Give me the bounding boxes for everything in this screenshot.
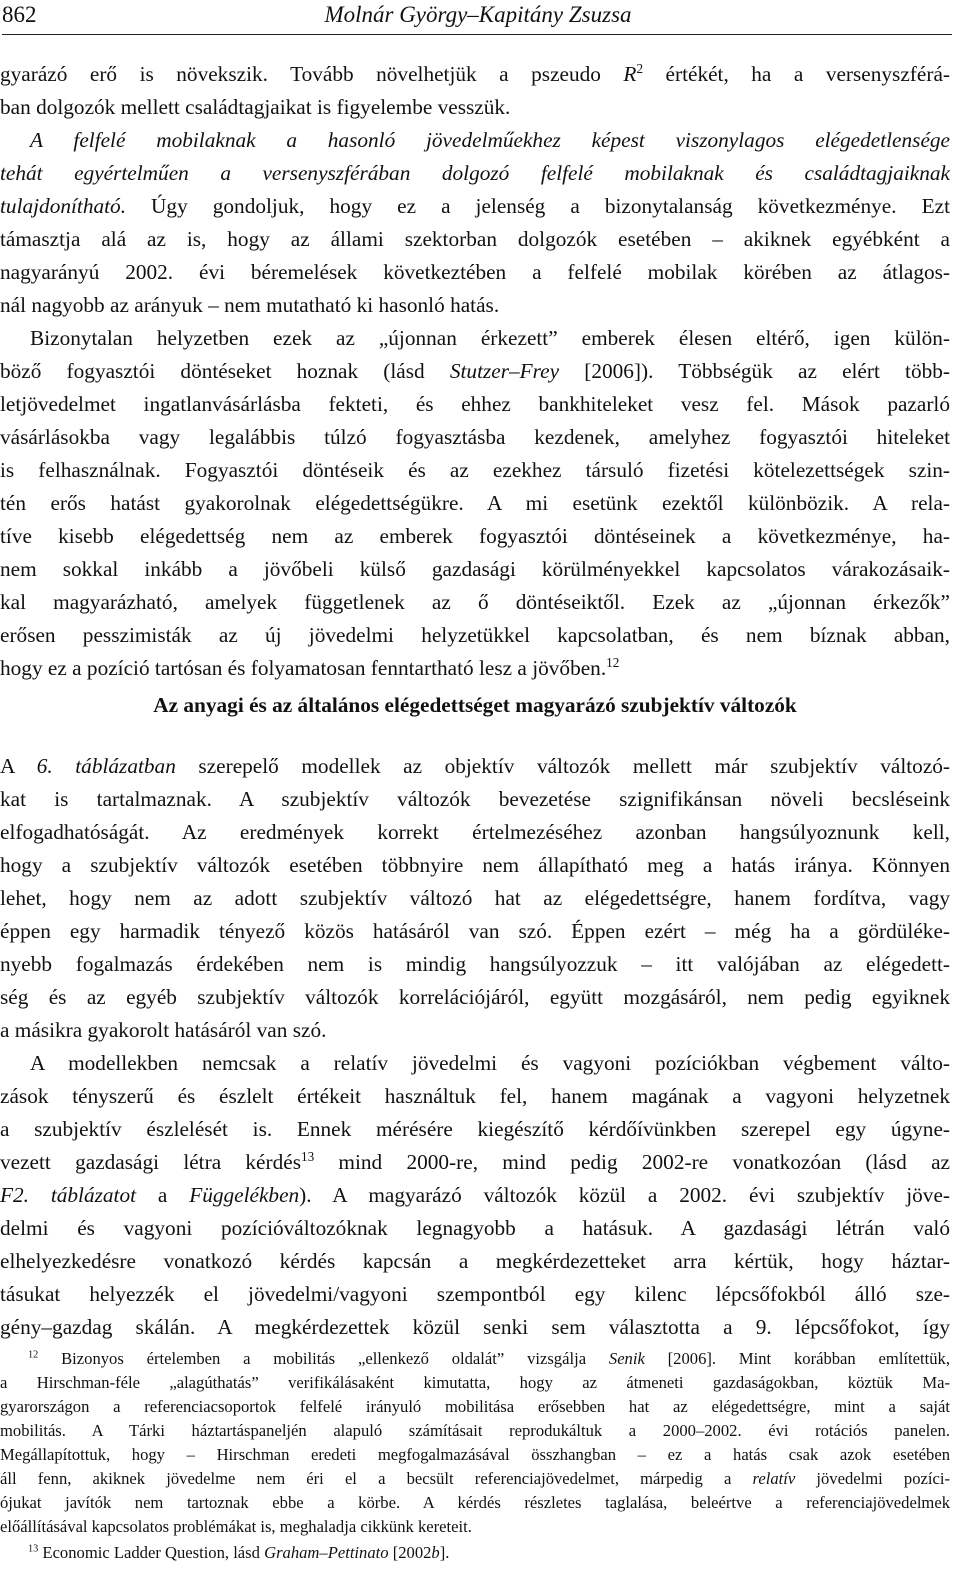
text-line: nál nagyobb az arányuk – nem mutatható ki hasonló hatás. [0, 293, 500, 317]
running-header [2, 0, 952, 35]
footnote-line: mobilitás. A Tárki háztartáspaneljén alapuló számításait reprodukáltuk a 2000–2002. évi rotációs panelen. [0, 1421, 950, 1440]
footnote-line: a Hirschman-féle „alagúthatás” verifikálásaként kimutatta, hogy az átmeneti gazdaságokban, köztük Ma- [0, 1373, 950, 1392]
text-line: nem sokkal inkább a jövőbeli külső gazdasági körülményekkel kapcsolatos várakozásaik- [0, 557, 950, 581]
text-line: Bizonytalan helyzetben ezek az „újonnan érkezett” emberek élesen eltérő, igen külön- [30, 326, 950, 350]
text-line: tíve kisebb elégedettség nem az emberek fogyasztói döntéseinek a következménye, ha- [0, 524, 950, 548]
text-line: vásárlásokba vagy legalábbis túlzó fogyasztásba kezdenek, amelyhez fogyasztói hiteleket [0, 425, 950, 449]
footnote-line: áll fenn, akiknek jövedelme nem éri el a becsült referenciajövedelmet, márpedig a relatív jövedelmi pozíci- [0, 1469, 950, 1488]
text-line: hogy ez a pozíció tartósan és folyamatosan fenntartható lesz a jövőben.$^{12}$ [0, 654, 620, 680]
text-line: A modellekben nemcsak a relatív jövedelmi és vagyoni pozíciókban végbement válto- [30, 1051, 950, 1075]
text-line: ség és az egyéb szubjektív változók korrelációjáról, együtt mozgásáról, nem pedig egyiknek [0, 985, 950, 1009]
text-line: zások tényszerű és észlelt értékeit használtuk fel, hanem magának a vagyoni helyzetnek [0, 1084, 950, 1108]
text-line: a másikra gyakorolt hatásáról van szó. [0, 1018, 327, 1042]
running-title: Molnár György–Kapitány Zsuzsa [324, 2, 632, 27]
text-line: hogy a szubjektív változók esetében többnyire nem állapítható meg a hatás iránya. Könnyen [0, 853, 950, 877]
text-line: éppen egy harmadik tényező közös hatásáról van szó. Éppen ezért – még ha a gördüléke- [0, 919, 950, 943]
section-heading: Az anyagi és az általános elégedettséget magyarázó szubjektív változók [153, 693, 797, 717]
footnote-line: előállításával kapcsolatos problémákat is, meghaladja cikkünk kereteit. [0, 1517, 472, 1536]
footnote-line: ójukat javítók nem tartoznak ebbe a körbe. A kérdés részletes taglalása, beleértve a referenciajövedelmek [0, 1493, 950, 1512]
text-line: nyebb fogalmazás érdekében nem is mindig hangsúlyozzuk – itt valójában az elégedett- [0, 952, 950, 976]
text-line: erősen pesszimisták az új jövedelmi helyzetükkel kapcsolatban, és nem bíznak abban, [0, 623, 950, 647]
footnote-line: gyarországon a referenciacsoportok felfelé irányuló mobilitása erősebben hat az elégedettségre, mint a saját [0, 1397, 950, 1416]
text-line: tásukat helyezzék el jövedelmi/vagyoni szempontból egy kilenc lépcsőfokból álló sze- [0, 1282, 950, 1306]
footnote-ref-13[interactable]: 13 [300, 1148, 315, 1164]
text-line: kat is tartalmaznak. A szubjektív változók bevezetése szignifikánsan növeli becsléseink [0, 787, 950, 811]
text-line: kal magyarázható, amelyek függetlenek az ő döntéseiktől. Ezek az „újonnan érkezők” [0, 590, 950, 614]
text-line: letjövedelmet ingatlanvásárlásba fekteti, és ehhez bankhiteleket vesz fel. Mások pazarló [0, 392, 950, 416]
text-line: gyarázó erő is növekszik. Tovább növelhetjük a pszeudo $R^2$ értékét, ha a versenyszférá- [0, 60, 950, 86]
text-line: böző fogyasztói döntéseket hoznak (lásd Stutzer–Frey [2006]). Többségük az elért több- [0, 359, 951, 383]
text-line: tehát egyértelműen a versenyszférában dolgozó felfelé mobilaknak és családtagjaiknak [0, 161, 950, 185]
text-line: a szubjektív észlelését is. Ennek mérésére kiegészítő kérdőívünkben szerepel egy úgyne- [0, 1117, 950, 1141]
text-line: nagyarányú 2002. évi béremelések következtében a felfelé mobilak körében az átlagos- [0, 260, 950, 284]
text-line: támasztja alá az is, hogy az állami szektorban dolgozók esetében – akiknek egyébként a [0, 227, 950, 251]
text-line: A felfelé mobilaknak a hasonló jövedelműekhez képest viszonylagos elégedetlensége [30, 128, 950, 152]
text-line: F2. táblázatot a Függelékben). A magyarázó változók közül a 2002. évi szubjektív jöve- [0, 1183, 950, 1207]
text-line: elfogadhatóságát. Az eredmények korrekt értelmezéséhez azonban hangsúlyoznunk kell, [0, 820, 950, 844]
page-number: 862 [2, 2, 37, 27]
footnote-line: Megállapítottuk, hogy – Hirschman eredeti megfogalmazásával összhangban – ez a hatás csak azok esetében [0, 1445, 950, 1464]
footnote-12: $^{12}$ Bizonyos értelemben a mobilitás „ellenkező oldalát” vizsgálja Senik [2006]. Mint korábban említettük, [28, 1349, 950, 1368]
text-line: tulajdonítható. Úgy gondoljuk, hogy ez a jelenség a bizonytalanság következménye. Ezt [0, 194, 950, 218]
text-line: is felhasználnak. Fogyasztói döntéseik és az ezekhez társuló fizetési kötelezettségek szin- [0, 458, 950, 482]
text-line: elhelyezkedésre vonatkozó kérdés kapcsán a megkérdezetteket arra kértük, hogy háztar- [0, 1249, 950, 1273]
text-line: gény–gazdag skálán. A megkérdezettek közül senki sem választotta a 9. lépcsőfokot, így [0, 1315, 950, 1339]
text-line: A 6. táblázatban szerepelő modellek az objektív változók mellett már szubjektív változó- [0, 754, 951, 778]
text-line: ban dolgozók mellett családtagjaikat is figyelembe vesszük. [0, 95, 511, 119]
text-line: vezett gazdasági létra kérdés$^{13}$ mind 2000-re, mind pedig 2002-re vonatkozóan (lásd az [0, 1148, 950, 1174]
text-line: delmi és vagyoni pozícióváltozóknak legnagyobb a hatásuk. A gazdasági létrán való [0, 1216, 950, 1240]
footnote-13: $^{13}$ Economic Ladder Question, lásd Graham–Pettinato [2002b]. [28, 1543, 450, 1562]
footnote-ref-12[interactable]: 12 [606, 654, 620, 670]
text-line: tén erős hatást gyakorolnak elégedettségükre. A mi esetünk ezektől különbözik. A rela- [0, 491, 950, 515]
text-line: lehet, hogy nem az adott szubjektív változó hat az elégedettségre, hanem fordítva, vagy [0, 886, 950, 910]
